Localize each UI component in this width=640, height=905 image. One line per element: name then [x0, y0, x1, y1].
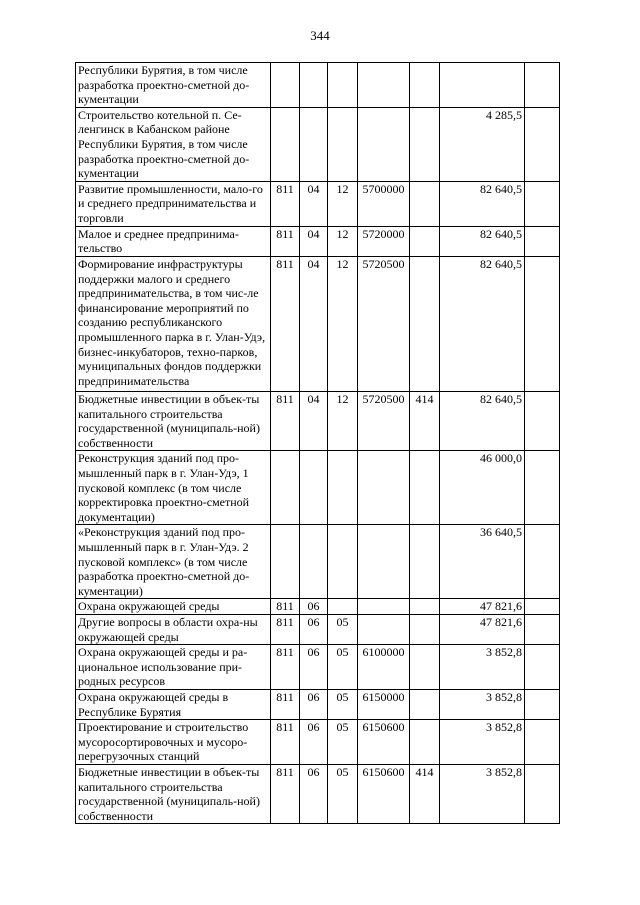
ministry-code: 811 — [271, 720, 300, 765]
table-row — [76, 689, 560, 719]
subsection-code — [328, 525, 358, 599]
target-article-code — [358, 63, 410, 108]
amount: 46 000,0 — [440, 451, 525, 525]
row-description: «Реконструкция зданий под про-мышленный парк в г. Улан-Удэ. 2 пусковой комплекс» (в том числе разработка проектно-сметной до-кументации) — [76, 525, 271, 599]
amount: 47 821,6 — [440, 599, 525, 615]
extra-cell — [525, 599, 560, 615]
expense-type-code: 414 — [410, 765, 440, 824]
target-article-code — [358, 525, 410, 599]
section-code: 06 — [300, 689, 328, 719]
row-description: Республики Бурятия, в том числе разработка проектно-сметной до-кументации — [76, 63, 271, 108]
extra-cell — [525, 525, 560, 599]
expense-type-code — [410, 525, 440, 599]
expense-type-code — [410, 451, 440, 525]
ministry-code: 811 — [271, 391, 300, 450]
expense-type-code — [410, 63, 440, 108]
section-code: 04 — [300, 391, 328, 450]
expense-type-code — [410, 599, 440, 615]
subsection-code: 12 — [328, 391, 358, 450]
amount: 4 285,5 — [440, 107, 525, 181]
expense-type-code — [410, 181, 440, 226]
row-description: Формирование инфраструктуры поддержки малого и среднего предпринимательства, в том чис-ле финансирование мероприятий по созданию республиканского промышленного парка в г. Улан-Удэ, бизнес-инкубаторов, техно-парков, муниципальных фондов поддержки предпринимательства — [76, 256, 271, 391]
amount: 3 852,8 — [440, 645, 525, 690]
row-description: Бюджетные инвестиции в объек-ты капитального строительства государственной (муниципаль-ной) собственности — [76, 391, 271, 450]
ministry-code: 811 — [271, 181, 300, 226]
extra-cell — [525, 391, 560, 450]
budget-table — [75, 62, 560, 824]
row-description: Бюджетные инвестиции в объек-ты капитального строительства государственной (муниципаль-ной) собственности — [76, 765, 271, 824]
table-row — [76, 525, 560, 599]
section-code: 04 — [300, 256, 328, 391]
section-code — [300, 451, 328, 525]
extra-cell — [525, 256, 560, 391]
table-row — [76, 645, 560, 690]
table-row — [76, 599, 560, 615]
ministry-code: 811 — [271, 226, 300, 256]
table-row — [76, 181, 560, 226]
table-row — [76, 256, 560, 391]
section-code: 06 — [300, 765, 328, 824]
table-row — [76, 765, 560, 824]
row-description: Малое и среднее предпринима-тельство — [76, 226, 271, 256]
table-row — [76, 391, 560, 450]
row-description: Охрана окружающей среды и ра-циональное использование при-родных ресурсов — [76, 645, 271, 690]
extra-cell — [525, 689, 560, 719]
row-description: Реконструкция зданий под про-мышленный парк в г. Улан-Удэ, 1 пусковой комплекс (в том числе корректировка проектно-сметной документации) — [76, 451, 271, 525]
section-code: 06 — [300, 599, 328, 615]
subsection-code: 05 — [328, 765, 358, 824]
target-article-code: 6100000 — [358, 645, 410, 690]
table-row — [76, 614, 560, 644]
row-description: Охрана окружающей среды — [76, 599, 271, 615]
extra-cell — [525, 614, 560, 644]
expense-type-code — [410, 645, 440, 690]
ministry-code: 811 — [271, 645, 300, 690]
target-article-code: 6150000 — [358, 689, 410, 719]
table-row — [76, 720, 560, 765]
ministry-code — [271, 107, 300, 181]
ministry-code: 811 — [271, 256, 300, 391]
subsection-code: 12 — [328, 181, 358, 226]
amount: 47 821,6 — [440, 614, 525, 644]
section-code: 04 — [300, 181, 328, 226]
ministry-code — [271, 63, 300, 108]
target-article-code: 6150600 — [358, 765, 410, 824]
target-article-code — [358, 451, 410, 525]
extra-cell — [525, 765, 560, 824]
amount: 82 640,5 — [440, 226, 525, 256]
subsection-code — [328, 107, 358, 181]
ministry-code — [271, 451, 300, 525]
subsection-code: 05 — [328, 720, 358, 765]
expense-type-code — [410, 256, 440, 391]
subsection-code — [328, 63, 358, 108]
table-row — [76, 226, 560, 256]
expense-type-code — [410, 226, 440, 256]
target-article-code: 5700000 — [358, 181, 410, 226]
ministry-code — [271, 525, 300, 599]
target-article-code — [358, 599, 410, 615]
table-row — [76, 451, 560, 525]
subsection-code — [328, 451, 358, 525]
target-article-code: 5720500 — [358, 256, 410, 391]
subsection-code: 05 — [328, 614, 358, 644]
subsection-code — [328, 599, 358, 615]
ministry-code: 811 — [271, 765, 300, 824]
row-description: Охрана окружающей среды в Республике Бурятия — [76, 689, 271, 719]
section-code — [300, 107, 328, 181]
section-code: 04 — [300, 226, 328, 256]
section-code: 06 — [300, 645, 328, 690]
row-description: Строительство котельной п. Се-ленгинск в Кабанском районе Республики Бурятия, в том числе разработка проектно-сметной до-кументации — [76, 107, 271, 181]
amount: 82 640,5 — [440, 391, 525, 450]
expense-type-code — [410, 107, 440, 181]
extra-cell — [525, 107, 560, 181]
extra-cell — [525, 451, 560, 525]
ministry-code: 811 — [271, 599, 300, 615]
ministry-code: 811 — [271, 689, 300, 719]
row-description: Развитие промышленности, мало-го и среднего предпринимательства и торговли — [76, 181, 271, 226]
target-article-code — [358, 107, 410, 181]
amount: 82 640,5 — [440, 256, 525, 391]
target-article-code: 6150600 — [358, 720, 410, 765]
subsection-code: 05 — [328, 645, 358, 690]
extra-cell — [525, 226, 560, 256]
subsection-code: 12 — [328, 226, 358, 256]
section-code — [300, 63, 328, 108]
expense-type-code — [410, 689, 440, 719]
target-article-code: 5720000 — [358, 226, 410, 256]
section-code: 06 — [300, 614, 328, 644]
amount: 82 640,5 — [440, 181, 525, 226]
expense-type-code — [410, 720, 440, 765]
amount: 3 852,8 — [440, 765, 525, 824]
row-description: Проектирование и строительство мусоросортировочных и мусоро-перегрузочных станций — [76, 720, 271, 765]
ministry-code: 811 — [271, 614, 300, 644]
section-code — [300, 525, 328, 599]
amount: 3 852,8 — [440, 689, 525, 719]
expense-type-code: 414 — [410, 391, 440, 450]
section-code: 06 — [300, 720, 328, 765]
amount: 36 640,5 — [440, 525, 525, 599]
extra-cell — [525, 645, 560, 690]
amount — [440, 63, 525, 108]
table-row — [76, 107, 560, 181]
page-number: 344 — [310, 28, 330, 43]
amount: 3 852,8 — [440, 720, 525, 765]
extra-cell — [525, 63, 560, 108]
table-row — [76, 63, 560, 108]
extra-cell — [525, 181, 560, 226]
row-description: Другие вопросы в области охра-ны окружающей среды — [76, 614, 271, 644]
subsection-code: 12 — [328, 256, 358, 391]
extra-cell — [525, 720, 560, 765]
expense-type-code — [410, 614, 440, 644]
subsection-code: 05 — [328, 689, 358, 719]
target-article-code: 5720500 — [358, 391, 410, 450]
target-article-code — [358, 614, 410, 644]
